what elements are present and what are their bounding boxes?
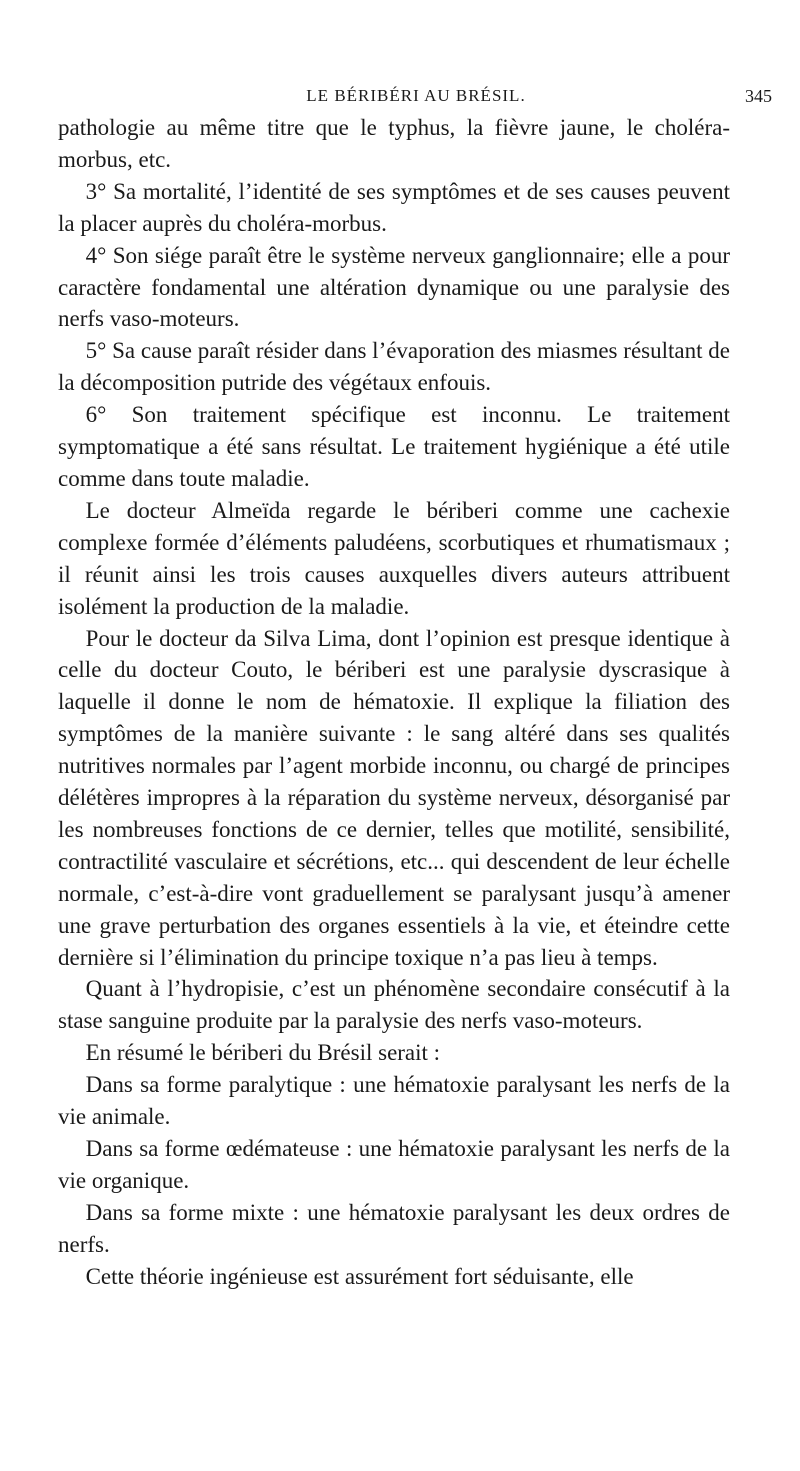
paragraph: Quant à l’hydropisie, c’est un phénomène secondaire consécutif à la stase sanguine produite par la paralysie des nerfs vaso-moteurs.: [58, 976, 730, 1034]
body-text: [58, 112, 730, 1293]
paragraph: Dans sa forme paralytique : une hématoxie paralysant les nerfs de la vie animale.: [58, 1072, 730, 1130]
page-number: 345: [745, 86, 772, 106]
paragraph: pathologie au même titre que le typhus, la fièvre jaune, le choléra-morbus, etc.: [58, 115, 730, 172]
running-title: LE BÉRIBÉRI AU BRÉSIL.: [306, 86, 526, 105]
paragraph: En résumé le bériberi du Brésil serait :: [85, 1040, 441, 1066]
paragraph: Cette théorie ingénieuse est assurément fort séduisante, elle: [85, 1263, 634, 1289]
paragraph: Dans sa forme œdémateuse : une hématoxie paralysant les nerfs de la vie organique.: [58, 1136, 730, 1193]
paragraph: Le docteur Almeïda regarde le bériberi comme une cachexie complexe formée d’éléments paludéens, scorbutiques et rhumatismaux ; il réunit ainsi les trois causes auxquelles divers auteurs attribuent isolément la production de la maladie.: [58, 497, 730, 619]
paragraph: 5° Sa cause paraît résider dans l’évaporation des miasmes résultant de la décomposition putride des végétaux enfouis.: [58, 338, 730, 396]
paragraph: 6° Son traitement spécifique est inconnu. Le traitement symptomatique a été sans résultat. Le traitement hygiénique a été utile comme dans toute maladie.: [58, 402, 730, 491]
paragraph: Pour le docteur da Silva Lima, dont l’opinion est presque identique à celle du docteur Couto, le bériberi est une paralysie dyscrasique à laquelle il donne le nom de hématoxie. Il explique la filiation des symptômes de la manière suivante : le sang altéré dans ses qualités nutritives normales par l’agent morbide inconnu, ou chargé de principes délétères impropres à la réparation du système nerveux, désorganisé par les nombreuses fonctions de ce dernier, telles que motilité, sensibilité, contractilité vasculaire et sécrétions, etc... qui descendent de leur échelle normale, c’est-à-dire vont graduellement se paralysant jusqu’à amener une grave perturbation des organes essentiels à la vie, et éteindre cette dernière si l’élimination du principe toxique n’a pas lieu à temps.: [58, 625, 730, 970]
running-head: [60, 86, 772, 112]
paragraph: 3° Sa mortalité, l’identité de ses symptômes et de ses causes peuvent la placer auprès du choléra-morbus.: [58, 178, 730, 236]
paragraph: Dans sa forme mixte : une hématoxie paralysant les deux ordres de nerfs.: [58, 1199, 730, 1257]
paragraph: 4° Son siége paraît être le système nerveux ganglionnaire; elle a pour caractère fondamental une altération dynamique ou une paralysie des nerfs vaso-moteurs.: [58, 242, 730, 332]
